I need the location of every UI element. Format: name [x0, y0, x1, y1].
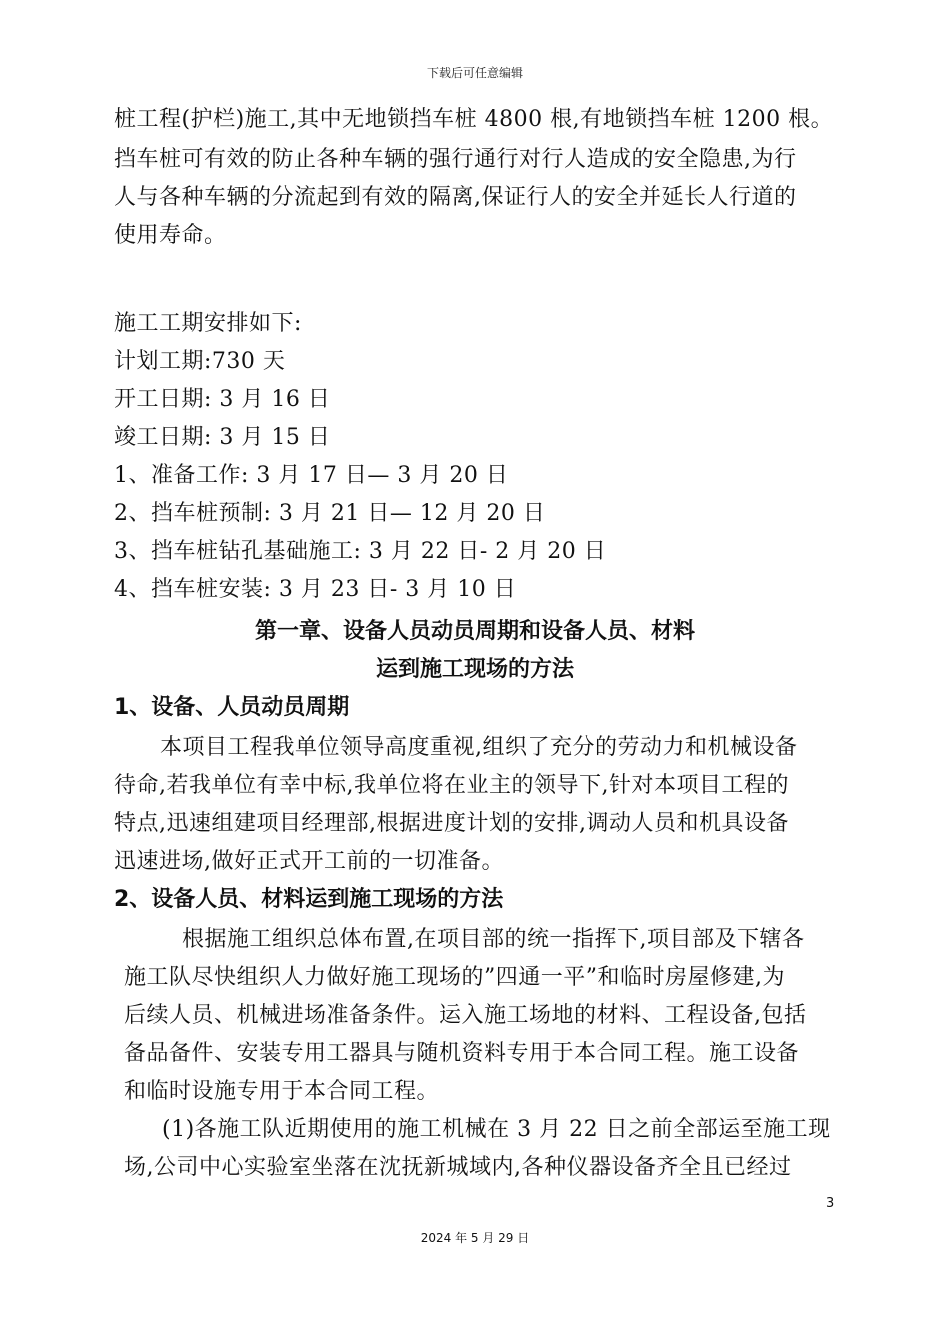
schedule-item: 3、挡车桩钻孔基础施工: 3 月 22 日- 2 月 20 日	[114, 539, 607, 564]
section-2-line: 备品备件、安装专用工器具与随机资料专用于本合同工程。施工设备	[124, 1041, 800, 1066]
page-number: 3	[826, 1196, 835, 1211]
page-footer-date: 2024 年 5 月 29 日	[420, 1231, 530, 1245]
chapter-title-line-2: 运到施工现场的方法	[375, 657, 574, 682]
section-2-line: 根据施工组织总体布置,在项目部的统一指挥下,项目部及下辖各	[182, 927, 805, 952]
schedule-item: 4、挡车桩安装: 3 月 23 日- 3 月 10 日	[114, 577, 517, 602]
section-1-line: 特点,迅速组建项目经理部,根据进度计划的安排,调动人员和机具设备	[114, 811, 789, 836]
intro-line-4: 使用寿命。	[114, 223, 227, 248]
section-2-line: 和临时设施专用于本合同工程。	[124, 1079, 440, 1104]
section-2-line: 施工队尽快组织人力做好施工现场的”四通一平”和临时房屋修建,为	[124, 965, 785, 990]
section-1-line: 待命,若我单位有幸中标,我单位将在业主的领导下,针对本项目工程的	[114, 773, 789, 798]
section-2-para2-line: 场,公司中心实验室坐落在沈抚新城域内,各种仪器设备齐全且已经过	[124, 1155, 792, 1180]
start-date: 开工日期: 3 月 16 日	[114, 387, 331, 412]
section-1-line: 迅速进场,做好正式开工前的一切准备。	[114, 849, 504, 874]
intro-line-1: 桩工程(护栏)施工,其中无地锁挡车桩 4800 根,有地锁挡车桩 1200 根。	[114, 107, 834, 132]
chapter-title-line-1: 第一章、设备人员动员周期和设备人员、材料	[254, 619, 695, 644]
end-date: 竣工日期: 3 月 15 日	[114, 425, 331, 450]
section-2-heading: 2、设备人员、材料运到施工现场的方法	[114, 887, 504, 912]
intro-line-2: 挡车桩可有效的防止各种车辆的强行通行对行人造成的安全隐患,为行	[114, 147, 797, 172]
intro-line-3: 人与各种车辆的分流起到有效的隔离,保证行人的安全并延长人行道的	[114, 185, 797, 210]
schedule-title: 施工工期安排如下:	[114, 311, 302, 336]
section-2-para2-line: (1)各施工队近期使用的施工机械在 3 月 22 日之前全部运至施工现	[162, 1117, 831, 1142]
planned-duration: 计划工期:730 天	[114, 349, 286, 374]
schedule-item: 1、准备工作: 3 月 17 日— 3 月 20 日	[114, 463, 509, 488]
page-header: 下载后可任意编辑	[426, 66, 523, 80]
section-1-heading: 1、设备、人员动员周期	[114, 695, 350, 720]
schedule-item: 2、挡车桩预制: 3 月 21 日— 12 月 20 日	[114, 501, 546, 526]
section-1-line: 本项目工程我单位领导高度重视,组织了充分的劳动力和机械设备	[160, 735, 798, 760]
section-2-line: 后续人员、机械进场准备条件。运入施工场地的材料、工程设备,包括	[124, 1003, 807, 1028]
